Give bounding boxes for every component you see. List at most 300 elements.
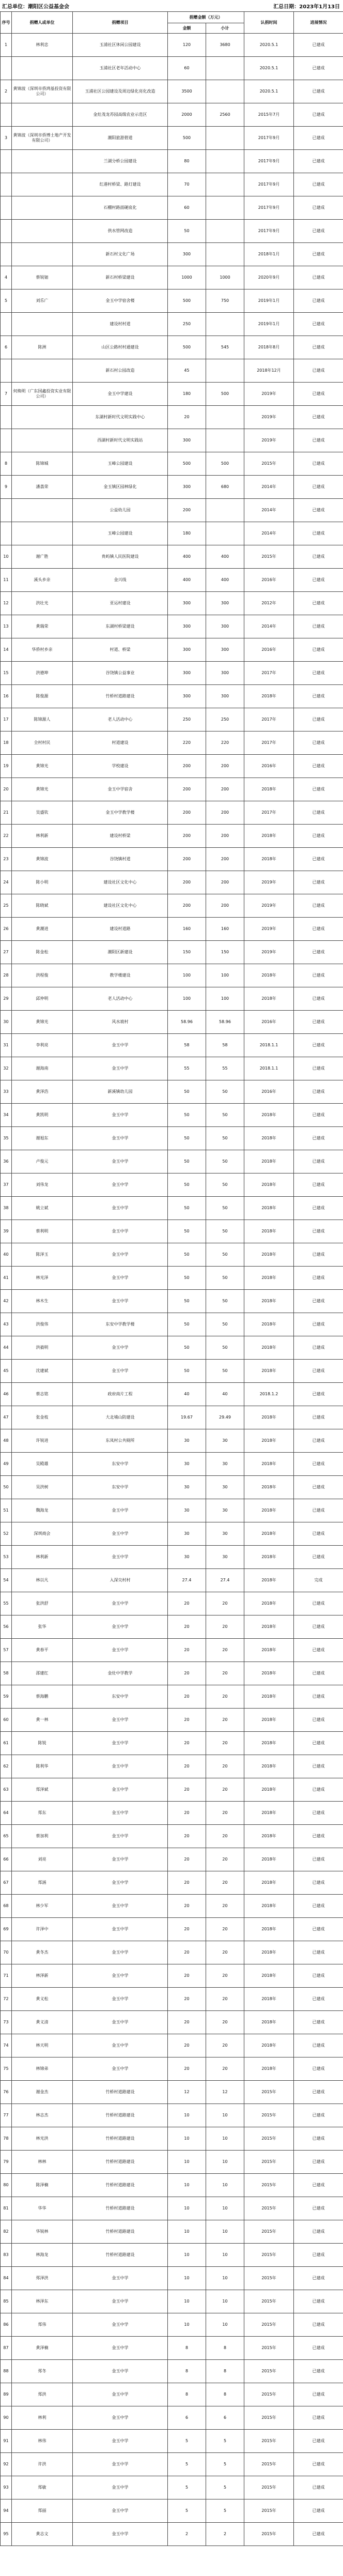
cell-donor: 全村村民: [12, 731, 73, 755]
cell-project: 金玉中学: [73, 1871, 168, 1895]
cell-subtotal: 10: [206, 2220, 244, 2244]
cell-index: 28: [1, 964, 12, 987]
cell-project: 建设村村道: [73, 313, 168, 336]
table-row: [1, 1336, 343, 1360]
table-row: [1, 848, 343, 871]
cell-project: 金玉中学: [73, 1057, 168, 1080]
cell-status: 已建成: [294, 2430, 343, 2453]
cell-date: 2019年: [244, 406, 294, 429]
cell-donor: 许泽中: [12, 1918, 73, 1941]
cell-index: 81: [1, 2197, 12, 2220]
cell-date: 2019年: [244, 871, 294, 894]
cell-subtotal: 20: [206, 1895, 244, 1918]
cell-project: 兰湖分桥公园建设: [73, 150, 168, 173]
cell-project: 金玉中学: [73, 1173, 168, 1197]
table-row: [1, 150, 343, 173]
cell-subtotal: [206, 57, 244, 80]
cell-date: 2016年: [244, 638, 294, 662]
cell-project: 学校建设: [73, 755, 168, 778]
cell-index: 55: [1, 1592, 12, 1615]
cell-amount: 10: [168, 2174, 206, 2197]
cell-index: 60: [1, 1709, 12, 1732]
cell-donor: 吴洪树: [12, 1476, 73, 1499]
cell-amount: 10: [168, 2313, 206, 2337]
cell-amount: 300: [168, 592, 206, 615]
cell-status: 已建成: [294, 894, 343, 918]
cell-project: 玉峰公园建设: [73, 522, 168, 545]
cell-index: 25: [1, 894, 12, 918]
cell-amount: 58.96: [168, 1011, 206, 1034]
cell-subtotal: 200: [206, 801, 244, 825]
cell-date: 2014年: [244, 476, 294, 499]
cell-subtotal: 10: [206, 2151, 244, 2174]
cell-date: 2018年: [244, 825, 294, 848]
cell-amount: 40: [168, 1383, 206, 1406]
cell-amount: 30: [168, 1522, 206, 1546]
cell-project: 玉浦社区休闲公园建设: [73, 34, 168, 57]
cell-date: 2020.5.1: [244, 34, 294, 57]
cell-subtotal: 50: [206, 1243, 244, 1267]
cell-amount: 400: [168, 545, 206, 569]
cell-project: 公益幼儿园: [73, 499, 168, 522]
cell-donor: [12, 103, 73, 127]
cell-donor: 蔡海鹏: [12, 1685, 73, 1709]
cell-status: 已建成: [294, 57, 343, 80]
cell-status: 已建成: [294, 1011, 343, 1034]
cell-amount: 50: [168, 1220, 206, 1243]
cell-donor: [12, 522, 73, 545]
table-row: [1, 708, 343, 731]
cell-status: 已建成: [294, 1453, 343, 1476]
cell-project: 东安中学: [73, 1453, 168, 1476]
cell-amount: 50: [168, 1267, 206, 1290]
cell-index: 79: [1, 2151, 12, 2174]
cell-donor: 何焕明（广东国鑫投资实业有限公司）: [12, 383, 73, 406]
cell-index: 30: [1, 1011, 12, 1034]
table-row: [1, 1871, 343, 1895]
cell-index: [1, 243, 12, 266]
cell-date: 2014年: [244, 499, 294, 522]
cell-subtotal: 20: [206, 1592, 244, 1615]
cell-status: 已建成: [294, 685, 343, 708]
cell-subtotal: 10: [206, 2267, 244, 2290]
table-row: [1, 1569, 343, 1592]
cell-project: 村道、桥梁: [73, 638, 168, 662]
table-row: [1, 2057, 343, 2081]
cell-date: 2018年: [244, 1499, 294, 1522]
cell-index: 61: [1, 1732, 12, 1755]
cell-project: 村道建设: [73, 731, 168, 755]
cell-project: 金玉中学: [73, 1546, 168, 1569]
cell-status: 已建成: [294, 2337, 343, 2360]
cell-donor: 张华: [12, 1615, 73, 1639]
cell-amount: 300: [168, 429, 206, 452]
cell-status: 已建成: [294, 359, 343, 383]
table-row: [1, 1755, 343, 1778]
cell-date: 2018年: [244, 1220, 294, 1243]
cell-subtotal: [206, 150, 244, 173]
table-row: [1, 1383, 343, 1406]
cell-date: 2014年: [244, 615, 294, 638]
cell-subtotal: 50: [206, 1080, 244, 1104]
cell-date: 2015年: [244, 2383, 294, 2406]
cell-date: 2016年: [244, 755, 294, 778]
cell-amount: 250: [168, 313, 206, 336]
table-row: [1, 1313, 343, 1336]
cell-subtotal: [206, 359, 244, 383]
cell-date: 2017年: [244, 662, 294, 685]
cell-status: 已建成: [294, 34, 343, 57]
table-row: [1, 289, 343, 313]
cell-status: 已建成: [294, 289, 343, 313]
cell-subtotal: 20: [206, 1802, 244, 1825]
cell-index: 42: [1, 1290, 12, 1313]
cell-date: 2018.1.1: [244, 1034, 294, 1057]
cell-project: 西湖村新时代文明实践站: [73, 429, 168, 452]
cell-status: 已建成: [294, 220, 343, 243]
cell-index: 59: [1, 1685, 12, 1709]
cell-project: 东安中学: [73, 1685, 168, 1709]
cell-date: 2015年: [244, 2406, 294, 2430]
cell-index: 54: [1, 1569, 12, 1592]
cell-amount: 20: [168, 1732, 206, 1755]
cell-project: 金灶中学教学: [73, 1662, 168, 1685]
cell-project: 金玉中学: [73, 1592, 168, 1615]
cell-subtotal: 200: [206, 894, 244, 918]
cell-project: 竹桥村道路建设: [73, 2220, 168, 2244]
table-row: [1, 243, 343, 266]
cell-index: 49: [1, 1453, 12, 1476]
cell-project: 金灶茂龙苏园高级农业示范区: [73, 103, 168, 127]
cell-subtotal: 10: [206, 2127, 244, 2151]
cell-status: 已建成: [294, 1499, 343, 1522]
table-row: [1, 1546, 343, 1569]
table-row: [1, 2104, 343, 2127]
cell-amount: 58: [168, 1034, 206, 1057]
cell-amount: 60: [168, 196, 206, 220]
cell-status: 已建成: [294, 918, 343, 941]
cell-index: 43: [1, 1313, 12, 1336]
cell-index: 92: [1, 2453, 12, 2476]
cell-status: 已建成: [294, 848, 343, 871]
cell-subtotal: 50: [206, 1150, 244, 1173]
cell-status: 已建成: [294, 196, 343, 220]
cell-amount: 12: [168, 2081, 206, 2104]
cell-status: 已建成: [294, 80, 343, 103]
cell-subtotal: 50: [206, 1127, 244, 1150]
cell-date: 2020.5.1: [244, 57, 294, 80]
cell-date: 2018.1.2: [244, 1383, 294, 1406]
table-row: [1, 2290, 343, 2313]
cell-subtotal: 3680: [206, 34, 244, 57]
cell-date: 2017年: [244, 708, 294, 731]
cell-subtotal: 50: [206, 1220, 244, 1243]
cell-project: 金玉中学: [73, 2360, 168, 2383]
cell-amount: 20: [168, 1895, 206, 1918]
cell-amount: 30: [168, 1546, 206, 1569]
cell-subtotal: 10: [206, 2290, 244, 2313]
cell-donor: [12, 359, 73, 383]
cell-index: [1, 359, 12, 383]
cell-donor: 林少军: [12, 1895, 73, 1918]
cell-amount: 50: [168, 220, 206, 243]
table-row: [1, 662, 343, 685]
cell-donor: 黄志文: [12, 2523, 73, 2546]
cell-subtotal: 200: [206, 825, 244, 848]
cell-index: 8: [1, 452, 12, 476]
cell-status: 已建成: [294, 1825, 343, 1848]
cell-project: 金玉中学: [73, 2499, 168, 2523]
table-row: [1, 941, 343, 964]
cell-amount: 30: [168, 1429, 206, 1453]
table-row: [1, 2034, 343, 2057]
cell-subtotal: 20: [206, 1732, 244, 1755]
cell-project: 金玉中学: [73, 2313, 168, 2337]
cell-index: [1, 406, 12, 429]
cell-donor: 林以凡: [12, 1569, 73, 1592]
table-row: [1, 2220, 343, 2244]
cell-donor: [12, 220, 73, 243]
cell-project: 教学楼建设: [73, 964, 168, 987]
cell-status: 已建成: [294, 2220, 343, 2244]
cell-amount: 20: [168, 1941, 206, 1964]
cell-subtotal: 5: [206, 2430, 244, 2453]
cell-date: 2019年: [244, 429, 294, 452]
cell-amount: 20: [168, 2034, 206, 2057]
cell-project: 竹桥村道路建设: [73, 2244, 168, 2267]
cell-amount: 50: [168, 1104, 206, 1127]
cell-index: 87: [1, 2337, 12, 2360]
table-row: [1, 383, 343, 406]
cell-amount: 150: [168, 941, 206, 964]
cell-status: 已建成: [294, 1127, 343, 1150]
cell-date: 2015年: [244, 2244, 294, 2267]
cell-project: 老人活动中心: [73, 708, 168, 731]
cell-date: 2019年: [244, 383, 294, 406]
cell-donor: 陈锦城: [12, 452, 73, 476]
cell-status: 已建成: [294, 1871, 343, 1895]
cell-project: 金玉中学建设: [73, 383, 168, 406]
cell-status: 已建成: [294, 243, 343, 266]
cell-amount: 200: [168, 894, 206, 918]
cell-project: 竹桥村道路建设: [73, 2127, 168, 2151]
cell-index: 47: [1, 1406, 12, 1429]
table-row: [1, 1662, 343, 1685]
cell-project: 金玉中学: [73, 2383, 168, 2406]
cell-donor: 蔡锐钿: [12, 266, 73, 289]
cell-subtotal: 150: [206, 941, 244, 964]
cell-status: 已建成: [294, 1522, 343, 1546]
cell-project: 金玉中学: [73, 1709, 168, 1732]
cell-date: 2018年: [244, 1360, 294, 1383]
cell-subtotal: [206, 522, 244, 545]
cell-amount: 220: [168, 731, 206, 755]
summary-unit: 汇总单位：潮阳区公益基金会: [2, 4, 69, 10]
table-row: [1, 964, 343, 987]
cell-index: 31: [1, 1034, 12, 1057]
cell-index: 24: [1, 871, 12, 894]
cell-amount: 10: [168, 2127, 206, 2151]
cell-date: 2018年: [244, 1127, 294, 1150]
cell-subtotal: 8: [206, 2383, 244, 2406]
cell-index: 11: [1, 569, 12, 592]
cell-index: 27: [1, 941, 12, 964]
cell-status: 已建成: [294, 1988, 343, 2011]
cell-amount: 50: [168, 1173, 206, 1197]
cell-index: 64: [1, 1802, 12, 1825]
cell-donor: 陈泽玉: [12, 1243, 73, 1267]
cell-date: 2018年: [244, 1429, 294, 1453]
cell-index: 77: [1, 2104, 12, 2127]
cell-project: 金玉中学: [73, 1290, 168, 1313]
cell-status: 已建成: [294, 522, 343, 545]
table-row: [1, 894, 343, 918]
cell-index: 73: [1, 2011, 12, 2034]
cell-status: 已建成: [294, 825, 343, 848]
cell-project: 山区公路村村通建设: [73, 336, 168, 359]
cell-project: 金玉中学: [73, 1522, 168, 1546]
cell-index: 91: [1, 2430, 12, 2453]
cell-date: 2018年: [244, 778, 294, 801]
cell-subtotal: [206, 243, 244, 266]
cell-donor: 黄义松: [12, 1988, 73, 2011]
cell-index: 62: [1, 1755, 12, 1778]
cell-subtotal: 5: [206, 2453, 244, 2476]
cell-index: 95: [1, 2523, 12, 2546]
cell-date: 2016年: [244, 1080, 294, 1104]
table-row: [1, 2197, 343, 2220]
cell-date: 2018年: [244, 1150, 294, 1173]
cell-project: 风水坡村: [73, 1011, 168, 1034]
cell-project: 老人活动中心: [73, 987, 168, 1011]
cell-index: 88: [1, 2360, 12, 2383]
cell-status: 已建成: [294, 1639, 343, 1662]
cell-donor: 林天明: [12, 2034, 73, 2057]
cell-status: 已建成: [294, 662, 343, 685]
table-row: [1, 592, 343, 615]
cell-donor: 深圳商会: [12, 1522, 73, 1546]
cell-status: 已建成: [294, 2523, 343, 2546]
cell-date: 2017年9月: [244, 173, 294, 196]
cell-status: 已建成: [294, 1802, 343, 1825]
cell-project: 金玉中学: [73, 1639, 168, 1662]
cell-date: 2017年9月: [244, 196, 294, 220]
table-row: [1, 1173, 343, 1197]
cell-status: 已建成: [294, 1895, 343, 1918]
cell-donor: 陈金松: [12, 941, 73, 964]
cell-project: 建设村桥梁: [73, 825, 168, 848]
cell-index: 83: [1, 2244, 12, 2267]
cell-amount: 6: [168, 2406, 206, 2430]
cell-donor: 黄锦波（深圳市侨博土地产开发有限公司）: [12, 127, 73, 150]
cell-donor: 黄锦光: [12, 778, 73, 801]
cell-donor: 林利新: [12, 1546, 73, 1569]
cell-subtotal: [206, 127, 244, 150]
cell-amount: 20: [168, 1918, 206, 1941]
cell-index: 33: [1, 1080, 12, 1104]
cell-project: 竹桥村道路建设: [73, 2174, 168, 2197]
cell-donor: 陈泽楠: [12, 2174, 73, 2197]
cell-project: 竹桥村道路建设: [73, 2104, 168, 2127]
cell-status: 已建成: [294, 778, 343, 801]
cell-status: 已建成: [294, 1685, 343, 1709]
cell-project: 建设社区文化中心: [73, 871, 168, 894]
table-row: [1, 2383, 343, 2406]
cell-index: 35: [1, 1127, 12, 1150]
cell-date: 2018年: [244, 1336, 294, 1360]
cell-index: 93: [1, 2476, 12, 2499]
cell-amount: 180: [168, 383, 206, 406]
table-row: [1, 2476, 343, 2499]
cell-subtotal: 27.4: [206, 1569, 244, 1592]
cell-status: 已建成: [294, 1057, 343, 1080]
cell-project: 建设村道路: [73, 918, 168, 941]
cell-amount: 50: [168, 1127, 206, 1150]
cell-amount: 500: [168, 336, 206, 359]
cell-donor: 溪头乡亲: [12, 569, 73, 592]
cell-subtotal: 250: [206, 708, 244, 731]
cell-project: 潮阳区新建设: [73, 941, 168, 964]
cell-project: 金玉中学: [73, 2034, 168, 2057]
table-row: [1, 1778, 343, 1802]
cell-subtotal: 10: [206, 2313, 244, 2337]
cell-date: 2018年: [244, 1685, 294, 1709]
cell-subtotal: 20: [206, 1871, 244, 1895]
cell-project: 金玉中学: [73, 1918, 168, 1941]
col-header-amount: 捐赠金额（万元）: [168, 12, 244, 23]
col-header-donor: 捐赠人或单位: [12, 12, 73, 34]
cell-index: 21: [1, 801, 12, 825]
cell-project: 金玉中学: [73, 1895, 168, 1918]
cell-date: 2018年: [244, 848, 294, 871]
cell-donor: [12, 499, 73, 522]
cell-status: 已建成: [294, 1964, 343, 1988]
cell-amount: 20: [168, 1988, 206, 2011]
table-row: [1, 1941, 343, 1964]
cell-subtotal: 400: [206, 545, 244, 569]
cell-project: 竹桥村道路建设: [73, 2197, 168, 2220]
cell-subtotal: 58.96: [206, 1011, 244, 1034]
cell-status: 已建成: [294, 1546, 343, 1569]
table-row: [1, 429, 343, 452]
cell-status: 已建成: [294, 2151, 343, 2174]
cell-index: 56: [1, 1615, 12, 1639]
cell-subtotal: 400: [206, 569, 244, 592]
table-row: [1, 1592, 343, 1615]
cell-index: 63: [1, 1778, 12, 1802]
cell-subtotal: 20: [206, 1964, 244, 1988]
cell-donor: 郑泽洪: [12, 2267, 73, 2290]
cell-donor: 郑东: [12, 1802, 73, 1825]
cell-index: 50: [1, 1476, 12, 1499]
table-row: [1, 2499, 343, 2523]
cell-subtotal: 50: [206, 1173, 244, 1197]
table-row: [1, 1150, 343, 1173]
cell-date: 2015年: [244, 2360, 294, 2383]
cell-donor: 林海龙: [12, 2244, 73, 2267]
cell-donor: 黄凯明: [12, 1104, 73, 1127]
cell-status: 已建成: [294, 2406, 343, 2430]
cell-donor: 刘乐广: [12, 289, 73, 313]
cell-index: 45: [1, 1360, 12, 1383]
cell-donor: 黄锦光: [12, 755, 73, 778]
cell-subtotal: 10: [206, 2197, 244, 2220]
cell-subtotal: 20: [206, 1709, 244, 1732]
cell-project: 金玉中学: [73, 1499, 168, 1522]
cell-date: 2015年: [244, 545, 294, 569]
cell-date: 2018年1月: [244, 243, 294, 266]
cell-donor: 邵建红: [12, 1662, 73, 1685]
